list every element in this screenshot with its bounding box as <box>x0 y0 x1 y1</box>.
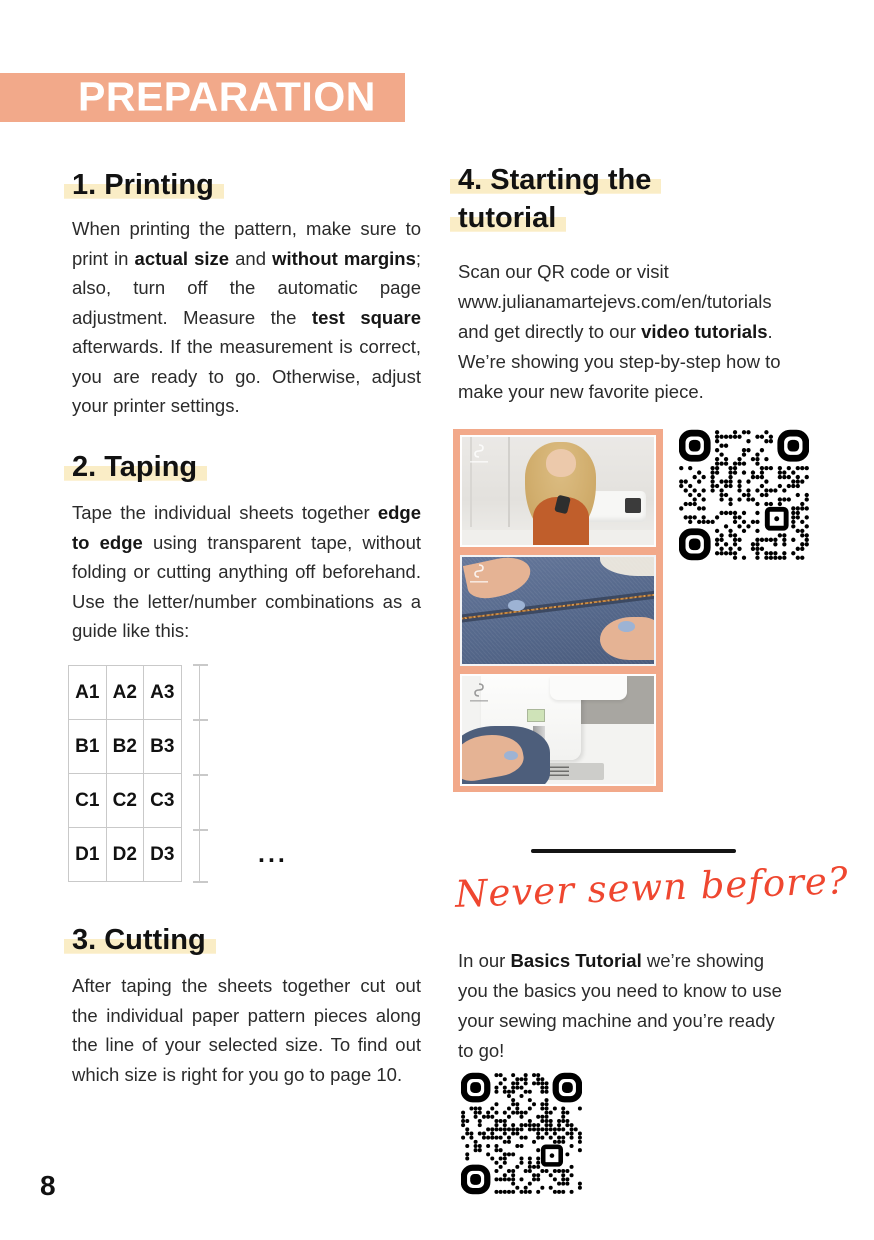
sheet-grid-diagram: A1 A2 A3 B1 B2 B3 C1 C2 C3 D1 D2 D3 <box>68 665 182 882</box>
photo-presenter <box>460 435 656 547</box>
brand-watermark-icon <box>468 681 490 705</box>
grid-tick <box>193 664 208 666</box>
photo-zipper-fabric <box>460 555 656 667</box>
brand-watermark-icon <box>468 442 490 466</box>
fingernail <box>504 751 517 761</box>
section-heading-taping: 2. Taping <box>72 448 207 486</box>
script-headline: Never sewn before? <box>454 859 850 916</box>
section-heading-printing: 1. Printing <box>72 166 224 204</box>
page-title-bar <box>0 73 405 122</box>
page-number: 8 <box>40 1170 56 1201</box>
qr-code-basics[interactable] <box>461 1072 582 1195</box>
photo-presenter-face <box>546 449 577 477</box>
taping-paragraph: Tape the individual sheets together edge to edge using transparent tape, without folding or cutting anything off beforehand. Use the letter/number combinations as a guide like this: <box>72 502 421 641</box>
grid-tick <box>193 881 208 883</box>
divider-line <box>531 849 736 853</box>
tutorial-photo-panel <box>453 429 663 792</box>
photo-sewing-machine-closeup <box>460 674 656 786</box>
grid-tick <box>193 829 208 831</box>
grid-tick <box>193 774 208 776</box>
tutorial-paragraph[interactable]: Scan our QR code or visit www.julianamartejevs.com/en/tutorials and get directly to our video tutorials. We’re showing you step-by-step how to make your new favorite piece. <box>458 261 781 402</box>
photo-door-line <box>508 437 510 527</box>
section-heading-tutorial: 4. Starting the tutorial <box>458 161 661 237</box>
brand-watermark-icon <box>468 562 490 586</box>
fingernail <box>618 621 635 632</box>
machine-arm <box>550 676 627 700</box>
machine-display <box>527 709 544 722</box>
grid-ellipsis: ... <box>258 840 288 868</box>
grid-tick <box>193 719 208 721</box>
qr-code-tutorials[interactable] <box>679 429 809 561</box>
printing-paragraph: When printing the pattern, make sure to print in actual size and without margins; also, turn off the automatic page adjustment. Measure the test square afterwards. If the measurement is correct, you are ready to go. Otherwise, adjust your printer settings. <box>72 218 421 416</box>
fingernail <box>508 600 525 611</box>
page-title: PREPARATION <box>78 73 376 120</box>
basics-paragraph: In our Basics Tutorial we’re showing you the basics you need to know to use your sewing machine and you’re ready to go! <box>458 950 782 1061</box>
cutting-paragraph: After taping the sheets together cut out the individual paper pattern pieces along the line of your selected size. To find out which size is right for you go to page 10. <box>72 975 421 1085</box>
section-heading-cutting: 3. Cutting <box>72 921 216 959</box>
